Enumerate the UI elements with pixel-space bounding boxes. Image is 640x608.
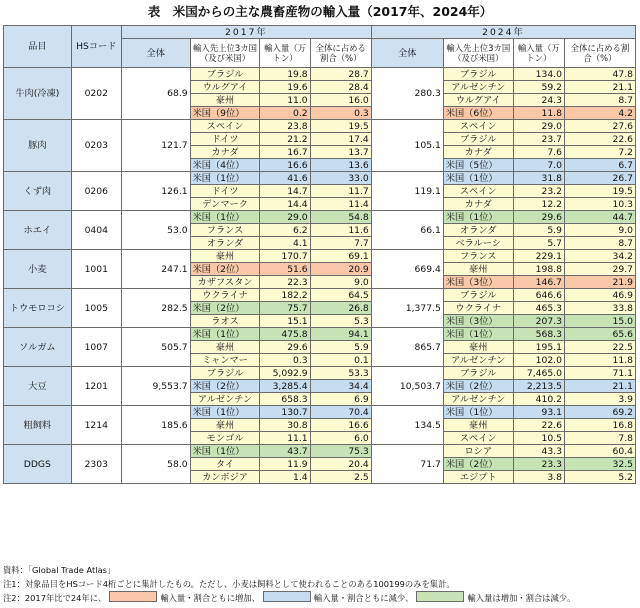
partner-2024: ブラジル <box>443 367 513 380</box>
legend-swatch-blue <box>263 591 311 602</box>
share-2017: 94.1 <box>310 328 371 341</box>
volume-2024: 2,213.5 <box>513 380 564 393</box>
volume-2024: 229.1 <box>513 250 564 263</box>
share-2017: 33.0 <box>310 172 371 185</box>
total-2017: 126.1 <box>121 172 190 211</box>
share-2017: 16.0 <box>310 94 371 107</box>
volume-2024: 198.8 <box>513 263 564 276</box>
share-2017: 6.9 <box>310 393 371 406</box>
share-2017: 5.9 <box>310 341 371 354</box>
volume-2017: 19.6 <box>260 81 310 94</box>
volume-2024: 646.6 <box>513 289 564 302</box>
legend-blue-label: 輸入量・割合ともに減少、 <box>313 593 414 603</box>
share-2024: 10.3 <box>564 198 635 211</box>
volume-2024: 59.2 <box>513 81 564 94</box>
partner-2024: エジプト <box>443 471 513 484</box>
total-2024: 105.1 <box>371 120 443 172</box>
volume-2024: 24.3 <box>513 94 564 107</box>
partner-2024: ブラジル <box>443 133 513 146</box>
share-2017: 26.8 <box>310 302 371 315</box>
volume-2017: 0.3 <box>260 354 310 367</box>
volume-2024: 11.8 <box>513 107 564 120</box>
share-2017: 20.9 <box>310 263 371 276</box>
partner-2017: 米国（1位） <box>190 406 260 419</box>
table-row <box>4 328 636 341</box>
volume-2024: 465.3 <box>513 302 564 315</box>
partner-2024: 豪州 <box>443 341 513 354</box>
share-2017: 20.4 <box>310 458 371 471</box>
partner-2017: 米国（4位） <box>190 159 260 172</box>
volume-2017: 14.4 <box>260 198 310 211</box>
header-share-2017: 全体に占める割合（%） <box>310 39 371 68</box>
volume-2024: 134.0 <box>513 68 564 81</box>
partner-2024: ブラジル <box>443 289 513 302</box>
total-2017: 247.1 <box>121 250 190 289</box>
partner-2024: 米国（1位） <box>443 211 513 224</box>
partner-2017: ラオス <box>190 315 260 328</box>
volume-2024: 207.3 <box>513 315 564 328</box>
product-name: トウモロコシ <box>4 289 72 328</box>
volume-2017: 23.8 <box>260 120 310 133</box>
partner-2024: スペイン <box>443 120 513 133</box>
share-2017: 6.0 <box>310 432 371 445</box>
volume-2017: 29.0 <box>260 211 310 224</box>
total-2017: 58.0 <box>121 445 190 484</box>
share-2017: 13.6 <box>310 159 371 172</box>
volume-2017: 75.7 <box>260 302 310 315</box>
share-2024: 60.4 <box>564 445 635 458</box>
partner-2017: 豪州 <box>190 419 260 432</box>
source-note: 資料：「Global Trade Atlas」 <box>3 565 116 575</box>
share-2017: 0.1 <box>310 354 371 367</box>
share-2024: 29.7 <box>564 263 635 276</box>
share-2017: 11.6 <box>310 224 371 237</box>
partner-2017: 豪州 <box>190 250 260 263</box>
volume-2017: 16.6 <box>260 159 310 172</box>
partner-2017: ミャンマー <box>190 354 260 367</box>
partner-2024: 米国（3位） <box>443 315 513 328</box>
legend-orange-label: 輸入量・割合ともに増加、 <box>160 593 260 603</box>
table-body <box>4 68 636 484</box>
table-row <box>4 445 636 458</box>
partner-2024: アルゼンチン <box>443 393 513 406</box>
partner-2017: アルゼンチン <box>190 393 260 406</box>
partner-2024: 米国（2位） <box>443 380 513 393</box>
partner-2024: オランダ <box>443 224 513 237</box>
table-row <box>4 172 636 185</box>
header-total-2017: 全体 <box>121 39 190 68</box>
share-2017: 70.4 <box>310 406 371 419</box>
share-2024: 21.9 <box>564 276 635 289</box>
volume-2017: 19.8 <box>260 68 310 81</box>
volume-2024: 43.3 <box>513 445 564 458</box>
volume-2024: 29.0 <box>513 120 564 133</box>
share-2017: 16.6 <box>310 419 371 432</box>
share-2024: 8.7 <box>564 237 635 250</box>
volume-2024: 12.2 <box>513 198 564 211</box>
volume-2017: 475.8 <box>260 328 310 341</box>
partner-2017: オランダ <box>190 237 260 250</box>
share-2024: 22.6 <box>564 133 635 146</box>
partner-2017: カンボジア <box>190 471 260 484</box>
volume-2024: 93.1 <box>513 406 564 419</box>
partner-2024: 米国（5位） <box>443 159 513 172</box>
hs-code: 1005 <box>71 289 121 328</box>
hs-code: 0206 <box>71 172 121 211</box>
share-2024: 21.1 <box>564 81 635 94</box>
partner-2024: ブラジル <box>443 68 513 81</box>
partner-2017: ドイツ <box>190 133 260 146</box>
total-2024: 119.1 <box>371 172 443 211</box>
total-2017: 121.7 <box>121 120 190 172</box>
share-2024: 6.7 <box>564 159 635 172</box>
volume-2017: 29.6 <box>260 341 310 354</box>
hs-code: 1201 <box>71 367 121 406</box>
partner-2024: アルゼンチン <box>443 81 513 94</box>
legend-swatch-orange <box>109 591 157 602</box>
partner-2024: フランス <box>443 250 513 263</box>
partner-2017: 米国（2位） <box>190 263 260 276</box>
partner-2017: モンゴル <box>190 432 260 445</box>
product-name: 粗飼料 <box>4 406 72 445</box>
volume-2017: 658.3 <box>260 393 310 406</box>
volume-2017: 15.1 <box>260 315 310 328</box>
partner-2017: スペイン <box>190 120 260 133</box>
total-2017: 53.0 <box>121 211 190 250</box>
partner-2017: カザフスタン <box>190 276 260 289</box>
header-item: 品目 <box>4 26 72 68</box>
partner-2024: 米国（2位） <box>443 458 513 471</box>
partner-2024: 米国（1位） <box>443 172 513 185</box>
volume-2017: 51.6 <box>260 263 310 276</box>
share-2017: 54.8 <box>310 211 371 224</box>
volume-2017: 3,285.4 <box>260 380 310 393</box>
share-2024: 26.7 <box>564 172 635 185</box>
volume-2017: 5,092.9 <box>260 367 310 380</box>
share-2024: 46.9 <box>564 289 635 302</box>
header-hs: HSコード <box>71 26 121 68</box>
share-2017: 53.3 <box>310 367 371 380</box>
share-2024: 7.8 <box>564 432 635 445</box>
share-2024: 16.8 <box>564 419 635 432</box>
volume-2017: 11.0 <box>260 94 310 107</box>
volume-2024: 7.0 <box>513 159 564 172</box>
total-2024: 280.3 <box>371 68 443 120</box>
volume-2017: 41.6 <box>260 172 310 185</box>
volume-2024: 23.3 <box>513 458 564 471</box>
legend-green-label: 輸入量は増加・割合は減少。 <box>467 593 576 603</box>
volume-2017: 11.1 <box>260 432 310 445</box>
partner-2024: 豪州 <box>443 419 513 432</box>
product-name: DDGS <box>4 445 72 484</box>
partner-2017: ウルグアイ <box>190 81 260 94</box>
volume-2017: 11.9 <box>260 458 310 471</box>
partner-2017: 豪州 <box>190 94 260 107</box>
volume-2024: 23.2 <box>513 185 564 198</box>
total-2024: 71.7 <box>371 445 443 484</box>
note-2-prefix: 注2：2017年比で24年に、 <box>3 593 107 603</box>
table-row <box>4 367 636 380</box>
share-2017: 75.3 <box>310 445 371 458</box>
table-row <box>4 250 636 263</box>
hs-code: 0404 <box>71 211 121 250</box>
total-2017: 282.5 <box>121 289 190 328</box>
hs-code: 1001 <box>71 250 121 289</box>
volume-2017: 182.2 <box>260 289 310 302</box>
volume-2024: 10.5 <box>513 432 564 445</box>
volume-2017: 22.3 <box>260 276 310 289</box>
share-2017: 17.4 <box>310 133 371 146</box>
volume-2017: 6.2 <box>260 224 310 237</box>
partner-2017: 米国（1位） <box>190 445 260 458</box>
note-1: 注1：対象品目をHSコード4桁ごとに集計したもの。ただし、小麦は飼料として使われることのある100199のみを集計。 <box>3 578 455 589</box>
partner-2024: カナダ <box>443 146 513 159</box>
volume-2017: 21.2 <box>260 133 310 146</box>
hs-code: 0202 <box>71 68 121 120</box>
partner-2024: スペイン <box>443 185 513 198</box>
share-2017: 5.3 <box>310 315 371 328</box>
volume-2024: 7,465.0 <box>513 367 564 380</box>
share-2024: 21.1 <box>564 380 635 393</box>
table-row <box>4 211 636 224</box>
share-2024: 44.7 <box>564 211 635 224</box>
product-name: くず肉 <box>4 172 72 211</box>
product-name: ソルガム <box>4 328 72 367</box>
partner-2024: 米国（6位） <box>443 107 513 120</box>
hs-code: 1007 <box>71 328 121 367</box>
volume-2024: 23.7 <box>513 133 564 146</box>
volume-2024: 195.1 <box>513 341 564 354</box>
share-2024: 33.8 <box>564 302 635 315</box>
page-title: 表 米国からの主な農畜産物の輸入量（2017年、2024年） <box>147 4 493 19</box>
partner-2017: 米国（1位） <box>190 211 260 224</box>
partner-2017: 米国（1位） <box>190 172 260 185</box>
partner-2017: ドイツ <box>190 185 260 198</box>
table-row <box>4 289 636 302</box>
product-name: ホエイ <box>4 211 72 250</box>
partner-2017: ウクライナ <box>190 289 260 302</box>
share-2024: 65.6 <box>564 328 635 341</box>
header-partners-2017: 輸入先上位3カ国（及び米国） <box>190 39 260 68</box>
total-2017: 505.7 <box>121 328 190 367</box>
share-2024: 5.2 <box>564 471 635 484</box>
partner-2024: 豪州 <box>443 263 513 276</box>
table-row <box>4 120 636 133</box>
total-2024: 66.1 <box>371 211 443 250</box>
partner-2024: ベラルーシ <box>443 237 513 250</box>
total-2024: 134.5 <box>371 406 443 445</box>
share-2024: 9.0 <box>564 224 635 237</box>
share-2017: 69.1 <box>310 250 371 263</box>
total-2024: 669.4 <box>371 250 443 289</box>
total-2024: 1,377.5 <box>371 289 443 328</box>
notes <box>3 564 637 606</box>
partner-2024: ロシア <box>443 445 513 458</box>
volume-2024: 3.8 <box>513 471 564 484</box>
product-name: 小麦 <box>4 250 72 289</box>
header-partners-2024: 輸入先上位3カ国（及び米国） <box>443 39 513 68</box>
header-share-2024: 全体に占める割合（%） <box>564 39 635 68</box>
share-2017: 0.3 <box>310 107 371 120</box>
partner-2024: 米国（1位） <box>443 406 513 419</box>
share-2017: 11.4 <box>310 198 371 211</box>
total-2017: 68.9 <box>121 68 190 120</box>
table-row <box>4 68 636 81</box>
share-2017: 34.4 <box>310 380 371 393</box>
partner-2017: ブラジル <box>190 367 260 380</box>
volume-2024: 31.8 <box>513 172 564 185</box>
import-table <box>3 25 636 484</box>
volume-2024: 146.7 <box>513 276 564 289</box>
product-name: 大豆 <box>4 367 72 406</box>
volume-2017: 170.7 <box>260 250 310 263</box>
header-volume-2024: 輸入量（万トン） <box>513 39 564 68</box>
share-2024: 19.5 <box>564 185 635 198</box>
total-2024: 10,503.7 <box>371 367 443 406</box>
legend-swatch-green <box>416 591 464 602</box>
volume-2017: 1.4 <box>260 471 310 484</box>
volume-2024: 7.6 <box>513 146 564 159</box>
share-2024: 71.1 <box>564 367 635 380</box>
partner-2017: タイ <box>190 458 260 471</box>
share-2024: 8.7 <box>564 94 635 107</box>
partner-2017: カナダ <box>190 146 260 159</box>
partner-2024: 米国（1位） <box>443 328 513 341</box>
volume-2017: 4.1 <box>260 237 310 250</box>
product-name: 牛肉(冷凍) <box>4 68 72 120</box>
volume-2024: 29.6 <box>513 211 564 224</box>
total-2024: 865.7 <box>371 328 443 367</box>
note-2 <box>3 591 637 606</box>
volume-2024: 5.9 <box>513 224 564 237</box>
partner-2017: 米国（2位） <box>190 302 260 315</box>
share-2024: 27.6 <box>564 120 635 133</box>
header-volume-2017: 輸入量（万トン） <box>260 39 310 68</box>
partner-2017: 米国（9位） <box>190 107 260 120</box>
volume-2017: 0.2 <box>260 107 310 120</box>
hs-code: 1214 <box>71 406 121 445</box>
volume-2017: 43.7 <box>260 445 310 458</box>
share-2024: 69.2 <box>564 406 635 419</box>
total-2017: 9,553.7 <box>121 367 190 406</box>
volume-2024: 568.3 <box>513 328 564 341</box>
share-2017: 13.7 <box>310 146 371 159</box>
share-2017: 28.4 <box>310 81 371 94</box>
table-row <box>4 406 636 419</box>
partner-2024: カナダ <box>443 198 513 211</box>
share-2024: 47.8 <box>564 68 635 81</box>
header-year-2024: 2024年 <box>371 26 635 39</box>
hs-code: 2303 <box>71 445 121 484</box>
partner-2017: 米国（1位） <box>190 328 260 341</box>
volume-2017: 130.7 <box>260 406 310 419</box>
share-2024: 32.5 <box>564 458 635 471</box>
volume-2024: 5.7 <box>513 237 564 250</box>
partner-2024: アルゼンチン <box>443 354 513 367</box>
share-2024: 7.2 <box>564 146 635 159</box>
hs-code: 0203 <box>71 120 121 172</box>
partner-2024: 米国（3位） <box>443 276 513 289</box>
share-2017: 64.5 <box>310 289 371 302</box>
volume-2024: 102.0 <box>513 354 564 367</box>
volume-2024: 22.6 <box>513 419 564 432</box>
partner-2017: デンマーク <box>190 198 260 211</box>
share-2024: 34.2 <box>564 250 635 263</box>
share-2017: 11.7 <box>310 185 371 198</box>
share-2017: 2.5 <box>310 471 371 484</box>
share-2024: 15.0 <box>564 315 635 328</box>
share-2024: 22.5 <box>564 341 635 354</box>
product-name: 豚肉 <box>4 120 72 172</box>
header-year-2017: 2017年 <box>121 26 371 39</box>
partner-2017: ブラジル <box>190 68 260 81</box>
total-2017: 185.6 <box>121 406 190 445</box>
partner-2024: ウクライナ <box>443 302 513 315</box>
volume-2017: 30.8 <box>260 419 310 432</box>
share-2017: 28.7 <box>310 68 371 81</box>
volume-2024: 410.2 <box>513 393 564 406</box>
share-2017: 7.7 <box>310 237 371 250</box>
share-2024: 4.2 <box>564 107 635 120</box>
partner-2017: 米国（2位） <box>190 380 260 393</box>
header-total-2024: 全体 <box>371 39 443 68</box>
share-2024: 11.8 <box>564 354 635 367</box>
share-2017: 19.5 <box>310 120 371 133</box>
partner-2017: フランス <box>190 224 260 237</box>
share-2024: 3.9 <box>564 393 635 406</box>
partner-2024: スペイン <box>443 432 513 445</box>
partner-2017: 豪州 <box>190 341 260 354</box>
partner-2024: ウルグアイ <box>443 94 513 107</box>
volume-2017: 16.7 <box>260 146 310 159</box>
volume-2017: 14.7 <box>260 185 310 198</box>
share-2017: 9.0 <box>310 276 371 289</box>
